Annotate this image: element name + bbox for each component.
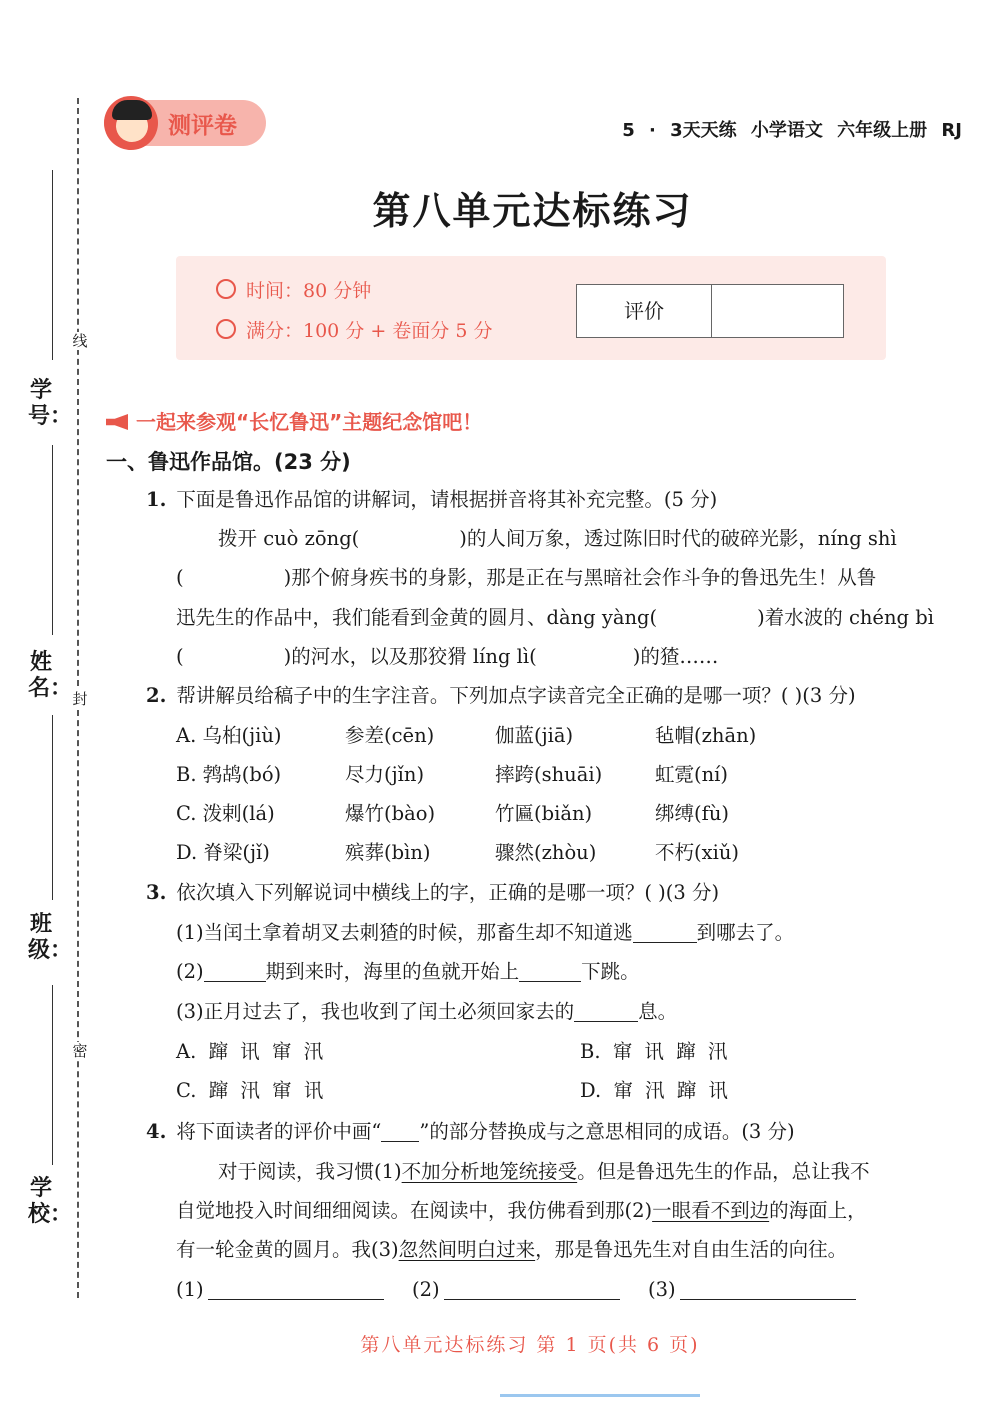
q2-option-c-4: 绑缚(fù) — [655, 802, 729, 825]
q1-line-1: 拨开 cuò zōng( )的人间万象，透过陈旧时代的破碎光影，níng shì — [218, 527, 897, 550]
q3-option-c[interactable]: C. 蹿 汛 窜 讯 — [176, 1079, 324, 1102]
q3-blank-2[interactable] — [204, 961, 266, 982]
q3-blank-1[interactable] — [633, 922, 697, 943]
q2-stem: 2. 帮讲解员给稿子中的生字注音。下列加点字读音完全正确的是哪一项？( )(3 分) — [146, 684, 856, 707]
q3-blank-4[interactable] — [574, 1001, 638, 1022]
cartoon-boy-icon — [104, 96, 158, 150]
theme-banner: 一起来参观“长忆鲁迅”主题纪念馆吧！ — [106, 406, 482, 435]
q1-line-4: ( )的河水，以及那狡猾 líng lì( )的猹…… — [176, 645, 719, 668]
evaluation-box — [576, 284, 844, 338]
q3-option-d[interactable]: D. 窜 汛 蹿 讯 — [580, 1079, 728, 1102]
q4-answer-3: (3) — [648, 1276, 856, 1304]
q4-passage-line-2: 自觉地投入时间细细阅读。在阅读中，我仿佛看到那(2)一眼看不到边的海面上， — [176, 1199, 867, 1222]
binding-mark-seal: 封 — [72, 690, 88, 708]
q2-option-a-4: 毡帽(zhān) — [655, 724, 757, 747]
book-series: 5 · 3天天练 小学语文 六年级上册 RJ — [622, 120, 962, 141]
q2-option-a-3: 伽蓝(jiā) — [495, 724, 574, 747]
check-icon — [216, 319, 236, 339]
exam-badge-label: 测评卷 — [168, 113, 237, 139]
binding-mark-secret: 密 — [72, 1042, 88, 1060]
q2-option-a-1[interactable]: A. 乌桕(jiù) — [176, 724, 282, 747]
page-title: 第八单元达标练习 — [372, 188, 693, 233]
q2-option-d-4: 不朽(xiǔ) — [655, 841, 740, 864]
q2-option-a-2: 参差(cēn) — [345, 724, 435, 747]
q4-underlined-2: 一眼看不到边 — [652, 1199, 770, 1222]
q2-option-d-3: 骤然(zhòu) — [495, 841, 597, 864]
q3-blank-3[interactable] — [519, 961, 581, 982]
field-school-line[interactable] — [52, 985, 53, 1165]
q3-stem: 3. 依次填入下列解说词中横线上的字，正确的是哪一项？( )(3 分) — [146, 881, 720, 904]
q4-stem: 4. 将下面读者的评价中画“ ”的部分替换成与之意思相同的成语。(3 分) — [146, 1120, 795, 1143]
field-school-label: 学校： — [28, 1176, 73, 1227]
q4-passage-line-1: 对于阅读，我习惯(1)不加分析地笼统接受。但是鲁迅先生的作品，总让我不 — [218, 1160, 870, 1183]
evaluation-field[interactable] — [713, 285, 843, 337]
q4-underlined-3: 忽然间明白过来 — [398, 1238, 536, 1261]
clock-icon — [216, 279, 236, 299]
evaluation-label: 评价 — [577, 285, 712, 337]
q2-option-c-2: 爆竹(bào) — [345, 802, 436, 825]
q4-underlined-1: 不加分析地笼统接受 — [401, 1160, 578, 1183]
q2-option-d-1[interactable]: D. 脊梁(jǐ) — [176, 841, 270, 864]
q1-line-2: ( )那个俯身疾书的身影，那是正在与黑暗社会作斗争的鲁迅先生！从鲁 — [176, 566, 877, 589]
q1-line-3: 迅先生的作品中，我们能看到金黄的圆月、dàng yàng( )着水波的 chéng bì — [176, 606, 934, 629]
page-footer: 第八单元达标练习 第 1 页(共 6 页) — [360, 1334, 700, 1356]
q2-option-c-1[interactable]: C. 泼剌(lá) — [176, 802, 275, 825]
exam-time: 时间：80 分钟 — [216, 276, 371, 303]
exam-score: 满分：100 分 + 卷面分 5 分 — [216, 316, 492, 343]
q2-option-c-3: 竹匾(biǎn) — [495, 802, 593, 825]
q2-option-d-2: 殡葬(bìn) — [345, 841, 431, 864]
q3-sentence-1: (1)当闰土拿着胡叉去刺猹的时候，那畜生却不知道逃 到哪去了。 — [176, 921, 795, 944]
field-name-line[interactable] — [52, 445, 53, 635]
q4-underline-sample — [381, 1121, 419, 1142]
q4-passage-line-3: 有一轮金黄的圆月。我(3)忽然间明白过来，那是鲁迅先生对自由生活的向往。 — [176, 1238, 848, 1261]
q4-answer-3-field[interactable] — [680, 1279, 856, 1300]
binding-mark-line: 线 — [72, 332, 88, 350]
section-1-heading: 一、鲁迅作品馆。(23 分) — [106, 450, 351, 474]
field-student-id-label: 学号： — [28, 378, 73, 429]
footer-decoration — [500, 1394, 700, 1397]
q2-option-b-3: 摔跨(shuāi) — [495, 763, 603, 786]
q4-answer-2-field[interactable] — [444, 1279, 620, 1300]
q4-answer-1: (1) — [176, 1276, 384, 1304]
q2-option-b-4: 虹霓(ní) — [655, 763, 729, 786]
q3-option-a[interactable]: A. 蹿 讯 窜 汛 — [176, 1040, 324, 1063]
q2-option-b-2: 尽力(jǐn) — [345, 763, 425, 786]
field-class-line[interactable] — [52, 715, 53, 900]
q1-stem: 1. 下面是鲁迅作品馆的讲解词，请根据拼音将其补充完整。(5 分) — [146, 488, 718, 511]
exam-info-box — [176, 256, 886, 360]
q3-option-b[interactable]: B. 窜 讯 蹿 汛 — [580, 1040, 728, 1063]
q3-sentence-2: (2) 期到来时，海里的鱼就开始上 下跳。 — [176, 960, 640, 983]
q2-option-b-1[interactable]: B. 鹁鸪(bó) — [176, 763, 282, 786]
q4-answer-2: (2) — [412, 1276, 620, 1304]
q4-answer-1-field[interactable] — [208, 1279, 384, 1300]
q3-sentence-3: (3)正月过去了，我也收到了闰土必须回家去的 息。 — [176, 1000, 678, 1023]
field-name-label: 姓名： — [28, 650, 73, 701]
field-class-label: 班级： — [28, 912, 73, 963]
megaphone-icon — [106, 414, 128, 430]
